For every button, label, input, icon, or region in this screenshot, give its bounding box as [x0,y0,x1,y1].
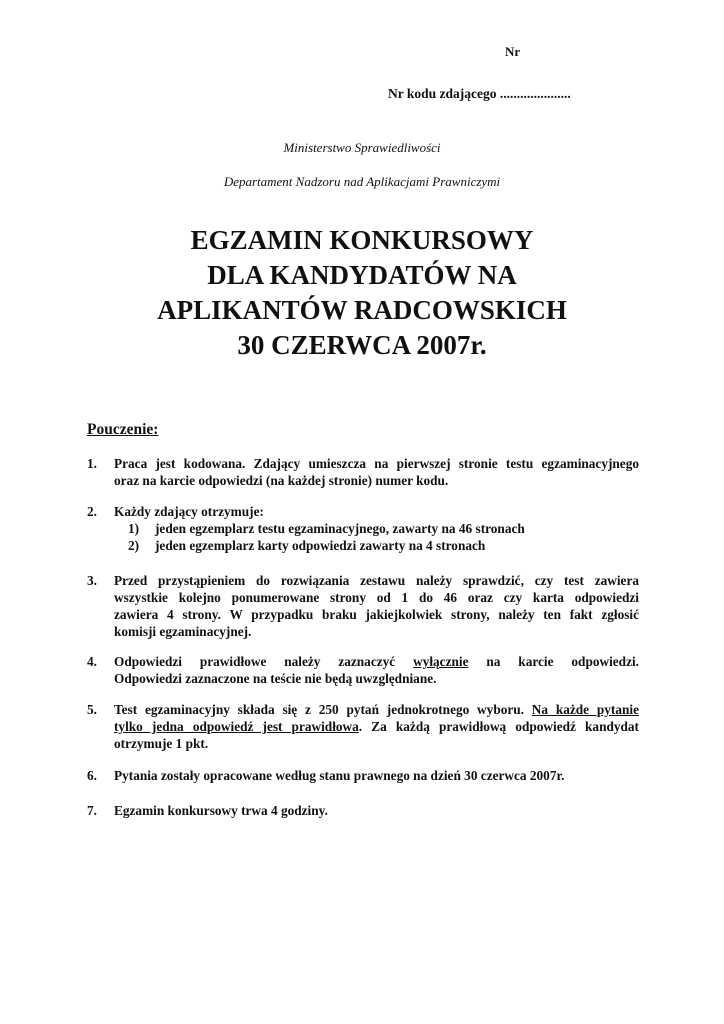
underlined-text: wyłącznie [413,654,469,669]
item-number: 7. [87,803,97,818]
item-text-line [114,653,639,670]
sub-item [128,520,639,537]
instruction-item [87,802,639,819]
instruction-item [87,767,639,784]
item-number: 1. [87,456,97,471]
item-text-line: Każdy zdający otrzymuje: [114,504,264,519]
title-line: 30 CZERWCA 2007r. [237,330,487,360]
item-text-line: Praca jest kodowana. Zdający umieszcza na pierwszej stronie testu egzaminacyjnego [114,456,639,471]
sub-item-text: jeden egzemplarz testu egzaminacyjnego, zawarty na 46 stronach [155,521,525,536]
item-text-line [114,701,639,718]
item-text-segment: na karcie odpowiedzi. [468,654,639,669]
item-number: 5. [87,702,97,717]
instruction-item [87,503,639,554]
instruction-item [87,701,639,752]
candidate-code-label: Nr kodu zdającego ..................... [388,86,571,101]
item-text-line [114,718,639,735]
item-text-line: otrzymuje 1 pkt. [114,736,209,751]
ministry-name: Ministerstwo Sprawiedliwości [283,140,441,155]
nr-label: Nr [505,44,521,59]
item-text-line: zawiera 4 strony. W przypadku braku jakiejkolwiek strony, należy ten fakt zgłosić [114,607,639,622]
sub-item [128,537,639,554]
department-name: Departament Nadzoru nad Aplikacjami Prawniczymi [223,174,501,189]
item-text-line: Odpowiedzi zaznaczone na teście nie będą uwzględniane. [114,671,437,686]
item-text-line: oraz na karcie odpowiedzi (na każdej stronie) numer kodu. [114,473,449,488]
item-text-segment: Test egzaminacyjny składa się z 250 pytań jednokrotnego wyboru. [114,702,532,717]
item-text-line: komisji egzaminacyjnej. [114,624,252,639]
item-text-line: Egzamin konkursowy trwa 4 godziny. [114,803,328,818]
underlined-text: Na każde pytanie [531,702,639,717]
item-number: 2. [87,504,97,519]
instruction-item [87,455,639,489]
item-number: 3. [87,573,97,588]
item-text-segment: . Za każdą prawidłową odpowiedź kandydat [358,719,639,734]
instructions-heading: Pouczenie: [87,421,159,438]
title-line: DLA KANDYDATÓW NA [207,260,517,290]
title-line: EGZAMIN KONKURSOWY [190,225,534,255]
instruction-item [87,572,639,640]
sub-item-number: 1) [128,521,140,536]
item-text-segment: Odpowiedzi prawidłowe należy zaznaczyć [114,654,414,669]
sub-item-text: jeden egzemplarz karty odpowiedzi zawarty na 4 stronach [155,538,486,553]
item-text-line: Pytania zostały opracowane według stanu prawnego na dzień 30 czerwca 2007r. [114,768,565,783]
exam-title [0,223,724,363]
item-number: 6. [87,768,97,783]
underlined-text: tylko jedna odpowiedź jest prawidłowa [114,719,359,734]
item-number: 4. [87,654,97,669]
instruction-item [87,653,639,687]
item-text-line: Przed przystąpieniem do rozwiązania zestawu należy sprawdzić, czy test zawiera [114,573,639,588]
item-text-line: wszystkie kolejno ponumerowane strony od 1 do 46 oraz czy karta odpowiedzi [114,590,639,605]
sub-item-number: 2) [128,538,140,553]
title-line: APLIKANTÓW RADCOWSKICH [157,295,567,325]
